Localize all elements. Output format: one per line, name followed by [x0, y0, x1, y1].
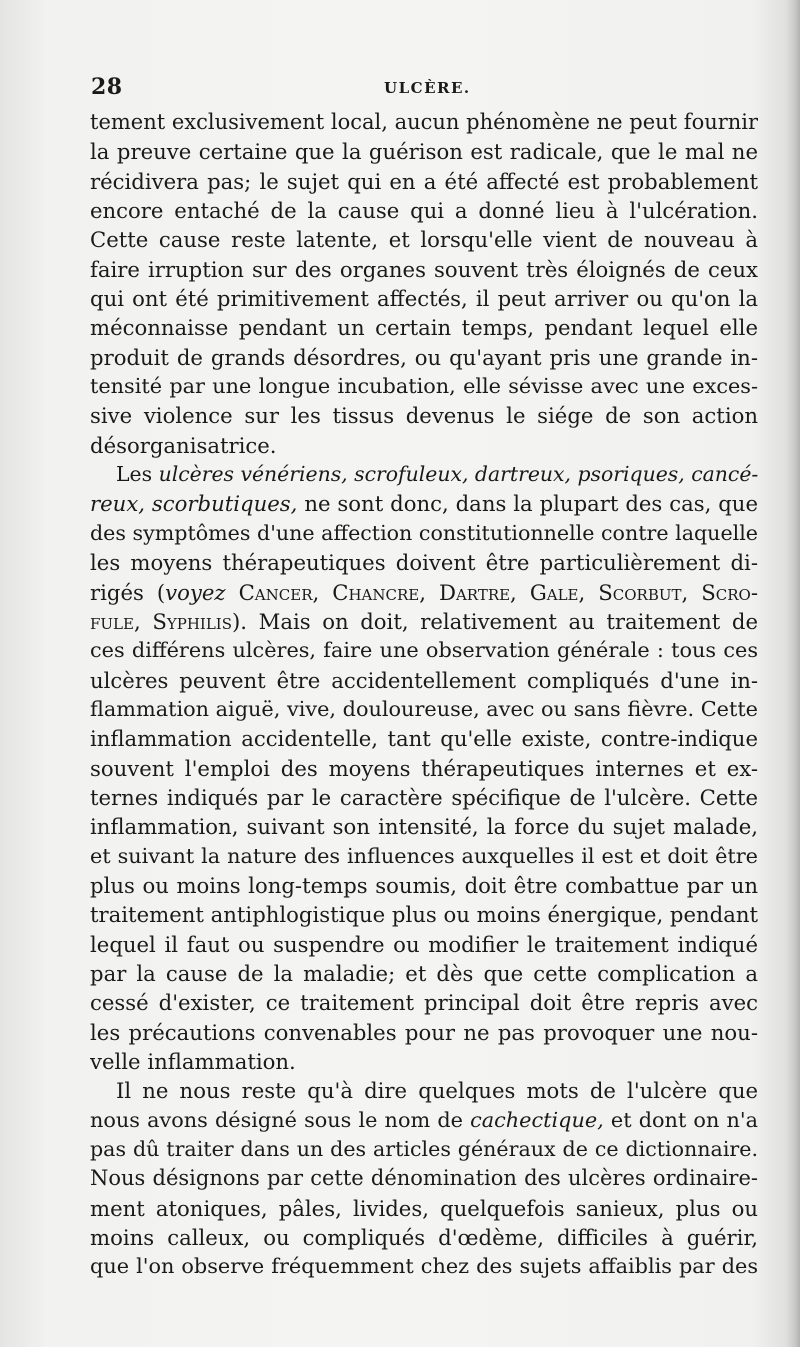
- text-line: [90, 607, 758, 636]
- cross-reference-list: fule, Syphilis: [90, 608, 232, 634]
- text-line: par la cause de la maladie; et dès que cette complication a: [90, 960, 758, 986]
- text-line: Cette cause reste latente, et lorsqu'elle vient de nouveau à: [90, 227, 758, 253]
- text-line: flammation aiguë, vive, douloureuse, avec ou sans fièvre. Cette: [90, 696, 758, 721]
- text-line: tensité par une longue incubation, elle sévisse avec une exces-: [90, 374, 758, 399]
- italic-term-list: ulcères vénériens, scrofuleux, dartreux, psoriques, cancé-: [158, 462, 758, 487]
- text-line: des symptômes d'une affection constitutionnelle contre laquelle: [90, 520, 758, 545]
- body-text: [90, 108, 758, 1282]
- text-line: encore entaché de la cause qui a donné lieu à l'ulcération.: [90, 198, 758, 224]
- italic-term-list: reux, scorbutiques,: [90, 491, 298, 517]
- running-head: ULCÈRE.: [384, 79, 471, 97]
- text-line: Il ne nous reste qu'à dire quelques mots de l'ulcère que: [116, 1078, 758, 1104]
- text-line: souvent l'emploi des moyens thérapeutiques internes et ex-: [90, 755, 758, 781]
- text-line: faire irruption sur des organes souvent très éloignés de ceux: [90, 256, 758, 282]
- text-line: inflammation accidentelle, tant qu'elle existe, contre-indique: [90, 726, 758, 752]
- text-line: que l'on observe fréquemment chez des sujets affaiblis par des: [90, 1254, 758, 1279]
- paragraph-end-line: velle inflammation.: [90, 1049, 296, 1074]
- text-line: cessé d'exister, ce traitement principal doit être repris avec: [90, 990, 758, 1016]
- text-line: ternes indiqués par le caractère spécifique de l'ulcère. Cette: [90, 784, 758, 810]
- text-line: traitement antiphlogistique plus ou moins énergique, pendant: [90, 902, 758, 928]
- text-run: et dont on n'a: [603, 1107, 758, 1132]
- text-line: la preuve certaine que la guérison est radicale, que le mal ne: [90, 139, 758, 165]
- text-line: [90, 460, 758, 489]
- text-line: qui ont été primitivement affectés, il peut arriver ou qu'on la: [90, 286, 758, 312]
- text-line: les précautions convenables pour ne pas provoquer une nou-: [90, 1019, 758, 1045]
- text-line: récidivera pas; le sujet qui en a été affecté est probablement: [90, 168, 758, 194]
- paragraph-end-line: désorganisatrice.: [90, 432, 277, 458]
- text-run: rigés (: [90, 579, 166, 605]
- text-run: ). Mais on doit, relativement au traitement de: [232, 608, 758, 634]
- text-line: inflammation, suivant son intensité, la force du sujet malade,: [90, 814, 758, 840]
- italic-cachectique: cachectique,: [470, 1107, 604, 1132]
- cross-reference-list: Cancer, Chancre, Dartre, Gale, Scorbut, Scro-: [225, 579, 758, 605]
- text-line: sive violence sur les tissus devenus le siége de son action: [90, 403, 758, 429]
- page-edge-shadow: [786, 0, 800, 1347]
- text-line: méconnaisse pendant un certain temps, pendant lequel elle: [90, 315, 758, 341]
- text-line: les moyens thérapeutiques doivent être particulièrement di-: [90, 550, 758, 576]
- text-line: tement exclusivement local, aucun phénomène ne peut fournir: [90, 110, 758, 134]
- text-line: [90, 578, 758, 607]
- text-line: [90, 1106, 758, 1135]
- text-line: ment atoniques, pâles, livides, quelquefois sanieux, plus ou: [90, 1195, 758, 1221]
- text-line: plus ou moins long-temps soumis, doit être combattue par un: [90, 872, 758, 898]
- text-line: produit de grands désordres, ou qu'ayant pris une grande in-: [90, 344, 758, 370]
- text-line: [90, 489, 758, 518]
- text-line: pas dû traiter dans un des articles généraux de ce dictionnaire.: [90, 1137, 758, 1162]
- text-line: moins calleux, ou compliqués d'œdème, difficiles à guérir,: [90, 1225, 758, 1251]
- text-run: ne sont donc, dans la plupart des cas, que: [297, 491, 758, 517]
- text-line: ulcères peuvent être accidentellement compliqués d'une in-: [90, 667, 758, 693]
- text-line: lequel il faut ou suspendre ou modifier le traitement indiqué: [90, 931, 758, 957]
- page-header: [91, 74, 758, 104]
- text-line: et suivant la nature des influences auxquelles il est et doit être: [90, 843, 758, 868]
- page-number: 28: [91, 74, 123, 100]
- text-line: ces différens ulcères, faire une observation générale : tous ces: [90, 638, 758, 663]
- italic-voyez: voyez: [165, 579, 226, 605]
- text-line: Nous désignons par cette dénomination des ulcères ordinaire-: [90, 1166, 758, 1191]
- text-run: nous avons désigné sous le nom de: [90, 1107, 471, 1132]
- text-run: Les: [116, 462, 159, 487]
